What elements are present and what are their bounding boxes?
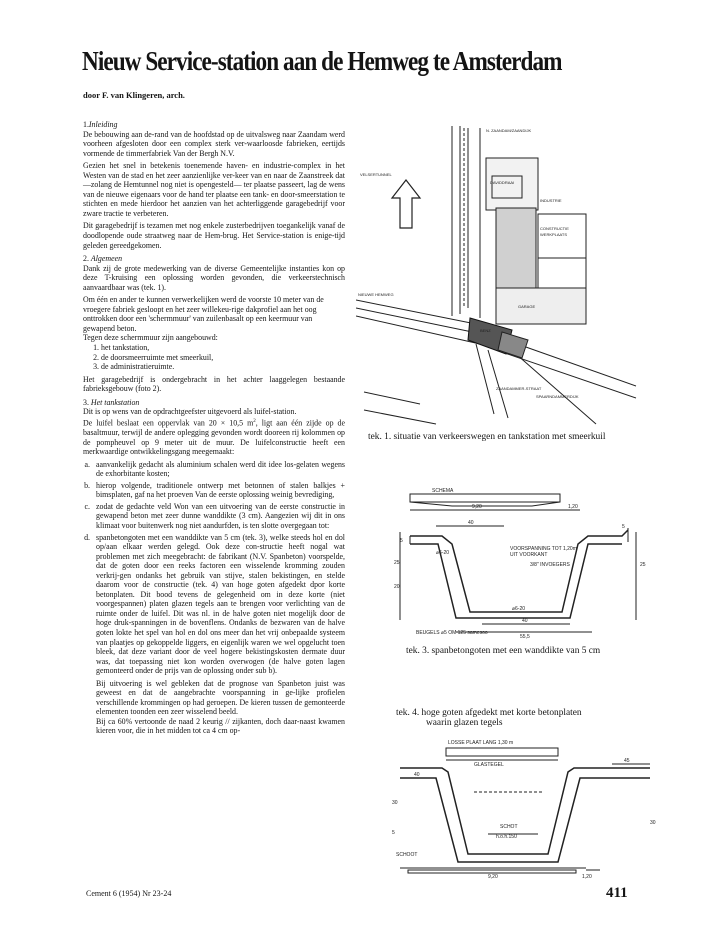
section-heading-2: 2. Algemeen [83, 254, 123, 264]
dim-5: 5 [400, 538, 403, 544]
gutter-section-drawing [392, 484, 660, 640]
label-zaandam: N. ZAANDAM/ZAANDIJK [486, 128, 532, 133]
paragraph: Om één en ander te kunnen verwerkelijken werd de voorste 10 meter van de vroegere fabriek gesloopt en het zeer willekeu-rige dakprofiel aan het oog onttrokken door een 'schermmuur' van zuilenbasalt op een keermuur van gewapend beton. [83, 295, 324, 333]
list-item: d. spanbetongoten met een wanddikte van 5 cm (tek. 3), welke steeds hol en dol op/aan elkaar werden gelegd. Ook deze con-structie heeft nogal wat problemen met zich meegebracht: de fabrikant (N.V. Spanbeton) voorspelde, dat de goten door een reeks factoren een wisselende kromming zouden verkrij-gen ondanks het gebruik van stijve, stalen bekistingen, en stelde daarom voor de constructie (tek. 4) van hoge goten afgedekt dpor korte betonplaten. Dit bood tevens de gelegenheid om in deze korte (niet voorgespannen) platen glazen tegels aan te brengen voor verlichting van de ruimte onder de luifel. Dit was nl. in de halve goten niet mogelijk door de hoge druk-spanningen in de bovenflens. Ondanks de bezwaren van de halve goten lokte het spel van hol en dol ons meer dan het vrij onbepaalde systeem van plaatjes op gekoppelde liggers, en eigenlijk waren we wel opgelucht toen bleek, dat deze variant door de veel hogere bekistingskosten dermate duur was, dat toepassing niet kon worden overwogen (de halve goten lagen gemonteerd onder de prijs van de oplossing onder sub b). [92, 533, 345, 676]
dim-5: 5 [392, 830, 395, 836]
article-author: door F. van Klingeren, arch. [83, 90, 185, 100]
numbered-list [83, 343, 345, 372]
alpha-list [83, 460, 345, 676]
list-item: 2. de doorsmeerruimte met smeerkuil, [101, 353, 345, 363]
section-heading-1: 1.Inleiding [83, 120, 118, 129]
section-heading-3: 3. Het tankstation [83, 397, 140, 407]
journal-reference: Cement 6 (1954) Nr 23-24 [86, 889, 172, 898]
dim-30: 30 [392, 800, 398, 806]
dim-40: 40 [414, 772, 420, 778]
paragraph: Dit garagebedrijf is tezamen met nog enkele zusterbedrijven toegankelijk vanaf de doodlopende oude straatweg naar de Hem-brug. Het Service-station is enige-tijd geleden gereedgekomen. [83, 221, 345, 250]
paragraph: De bebouwing aan de-rand van de hoofdstad op de uitvalsweg naar Zaandam werd voorheen afgesloten door een complex sterk ver-waarloosde fabrieken, eertijds vormende de timmerfabriek Van der Bergh N.V. [83, 129, 345, 158]
label-schot: SCHOT [500, 824, 518, 830]
list-item: a. aanvankelijk gedacht als aluminium schalen werd dit idee los-gelaten wegens de exhorbitante kosten; [92, 460, 345, 479]
label-hemweg: NIEUWE HEMWEG [358, 292, 394, 297]
list-item: 3. de administratieruimte. [101, 362, 345, 372]
figure-4-caption: tek. 4. hoge goten afgedekt met korte betonplaten waarin glazen tegels [396, 708, 582, 728]
dim-9-20: 9,20 [488, 874, 498, 880]
label-wapening-1: VOORSPANNING TOT 1,20m [510, 546, 577, 552]
label-spaarndammer: SPAARNDAMMERDIJK [536, 394, 579, 399]
label-schema: SCHEMA [432, 488, 454, 494]
paragraph: Gezien het snel in betekenis toenemende haven- en industrie-complex in het Westen van de stad en het zeer aanzienlijke ver-keer van en naar de Zaanstreek dat —zolang de Hemtunnel nog niet is opengesteld— ter plaatse passeert, lag de wens van de nieuwe eigenaars voor de hand ter plaatse een tank- en door-smeerstation te stichten en mede hierdoor het aanzien van het achterliggende garagebedrijf voor zware tractie te verbeteren. [83, 161, 345, 218]
dim-9-20: 9,20 [472, 504, 482, 510]
list-item: 1. het tankstation, [101, 343, 345, 353]
dim-20: 20 [394, 584, 400, 590]
paragraph: De luifel beslaat een oppervlak van 20 × 10,5 $m^2$, ligt aan één zijde op de basaltmuur, terwijl de andere oplegging gevonden wordt dooreen rij kolommen op de pompheuvel op 9 meter uit de muur. De luifelconstructie heeft een merkwaardige ontwikkelingsgang meegemaakt: [83, 418, 345, 457]
label-invoegers: 3/8" INVOEGERS [530, 562, 570, 568]
label-velsertunnel: VELSERTUNNEL [360, 172, 392, 177]
dim-25b: 25 [640, 562, 646, 568]
label-garage: GARAGE [518, 304, 536, 309]
label-losse-plaat: LOSSE PLAAT LANG 1,30 m [448, 740, 514, 746]
figure-1-caption: tek. 1. situatie van verkeerswegen en tankstation met smeerkuil [368, 432, 606, 442]
dim-5b: 5 [622, 524, 625, 530]
dim-40b: 40 [522, 618, 528, 624]
dim-45: 45 [624, 758, 630, 764]
label-beugels: BEUGELS ⌀5 OM 125 samesoo [416, 630, 488, 636]
dim-25: 25 [394, 560, 400, 566]
paragraph: Dit is op wens van de opdrachtgeefster uitgevoerd als luifel-station. [83, 407, 297, 417]
label-schoot: SCHOOT [396, 852, 418, 858]
label-hoh: h.o.h.150 [496, 834, 517, 840]
site-plan-drawing [356, 118, 650, 428]
paragraph: Het garagebedrijf is ondergebracht in het achter laaggelegen bestaande fabrieksgebouw (foto 2). [83, 374, 345, 394]
dim-1-20: 1,20 [568, 504, 578, 510]
label-constructie: CONSTRUCTIE [540, 226, 569, 231]
dim-30b: 30 [650, 820, 656, 826]
paragraph: Tegen deze schermmuur zijn aangebouwd: [83, 333, 218, 343]
paragraph: Dank zij de grote medewerking van de diverse Gemeentelijke instanties kon op deze T-kruising een oplossing worden gevonden, die verkeerstechnisch aanvaardbaar was (tek. 1). [83, 263, 345, 292]
article-title: Nieuw Service-station aan de Hemweg te Amsterdam [82, 46, 562, 76]
list-item: b. hierop volgende, traditionele ontwerp met betonnen of stalen balkjes + bimsplaten, gaf na het proeven Van de eerste oplossing weinig bevrediging, [92, 481, 345, 500]
page-number: 411 [606, 885, 628, 901]
text-column [83, 116, 345, 739]
figure-3-caption: tek. 3. spanbetongoten met een wanddikte van 5 cm [406, 646, 601, 656]
dim-1-20: 1,20 [582, 874, 592, 880]
paragraph: Bij ca 60% vertoonde de naad 2 keurig // zijkanten, doch daar-naast kwamen kieren voor, die in het midden tot ca 4 cm op- [96, 716, 345, 736]
label-werkplaats: WERKPLAATS [540, 232, 568, 237]
dim-55-5: 55,5 [520, 634, 530, 640]
paragraph: Bij uitvoering is wel gebleken dat de prognose van Spanbeton juist was geweest en dat de aangebrachte voorspanning in ge-lijke profielen verschillende krommingen op had geroepen. De kieren tussen de gemonteerde elementen toonden een zeer wisselend beeld. [96, 678, 345, 717]
list-item: c. zodat de gedachte veld Won van een uitvoering van de eerste constructie in gewapend beton met zeer dunne wanddikte (3 cm). Aangezien wij dit in ons klimaat voor buitenwerk nog niet aandurfden, is ten slotte overgegaan tot: [92, 502, 345, 531]
label-zaandammer: ZAANDAMMER-STRAAT [496, 386, 542, 391]
dim-40: 40 [468, 520, 474, 526]
label-industrie: INDUSTRIE [540, 198, 562, 203]
label-strand-a: ⌀6-20 [436, 550, 450, 556]
label-pomp: BENZ [480, 328, 491, 333]
high-gutter-drawing [388, 734, 668, 880]
label-wapening-2: UIT VOORKANT [510, 552, 548, 558]
label-strand-b: ⌀6-20 [512, 606, 526, 612]
label-glastegel: GLASTEGEL [474, 762, 504, 768]
label-vivo: DAVIDDRAAI [490, 180, 515, 185]
